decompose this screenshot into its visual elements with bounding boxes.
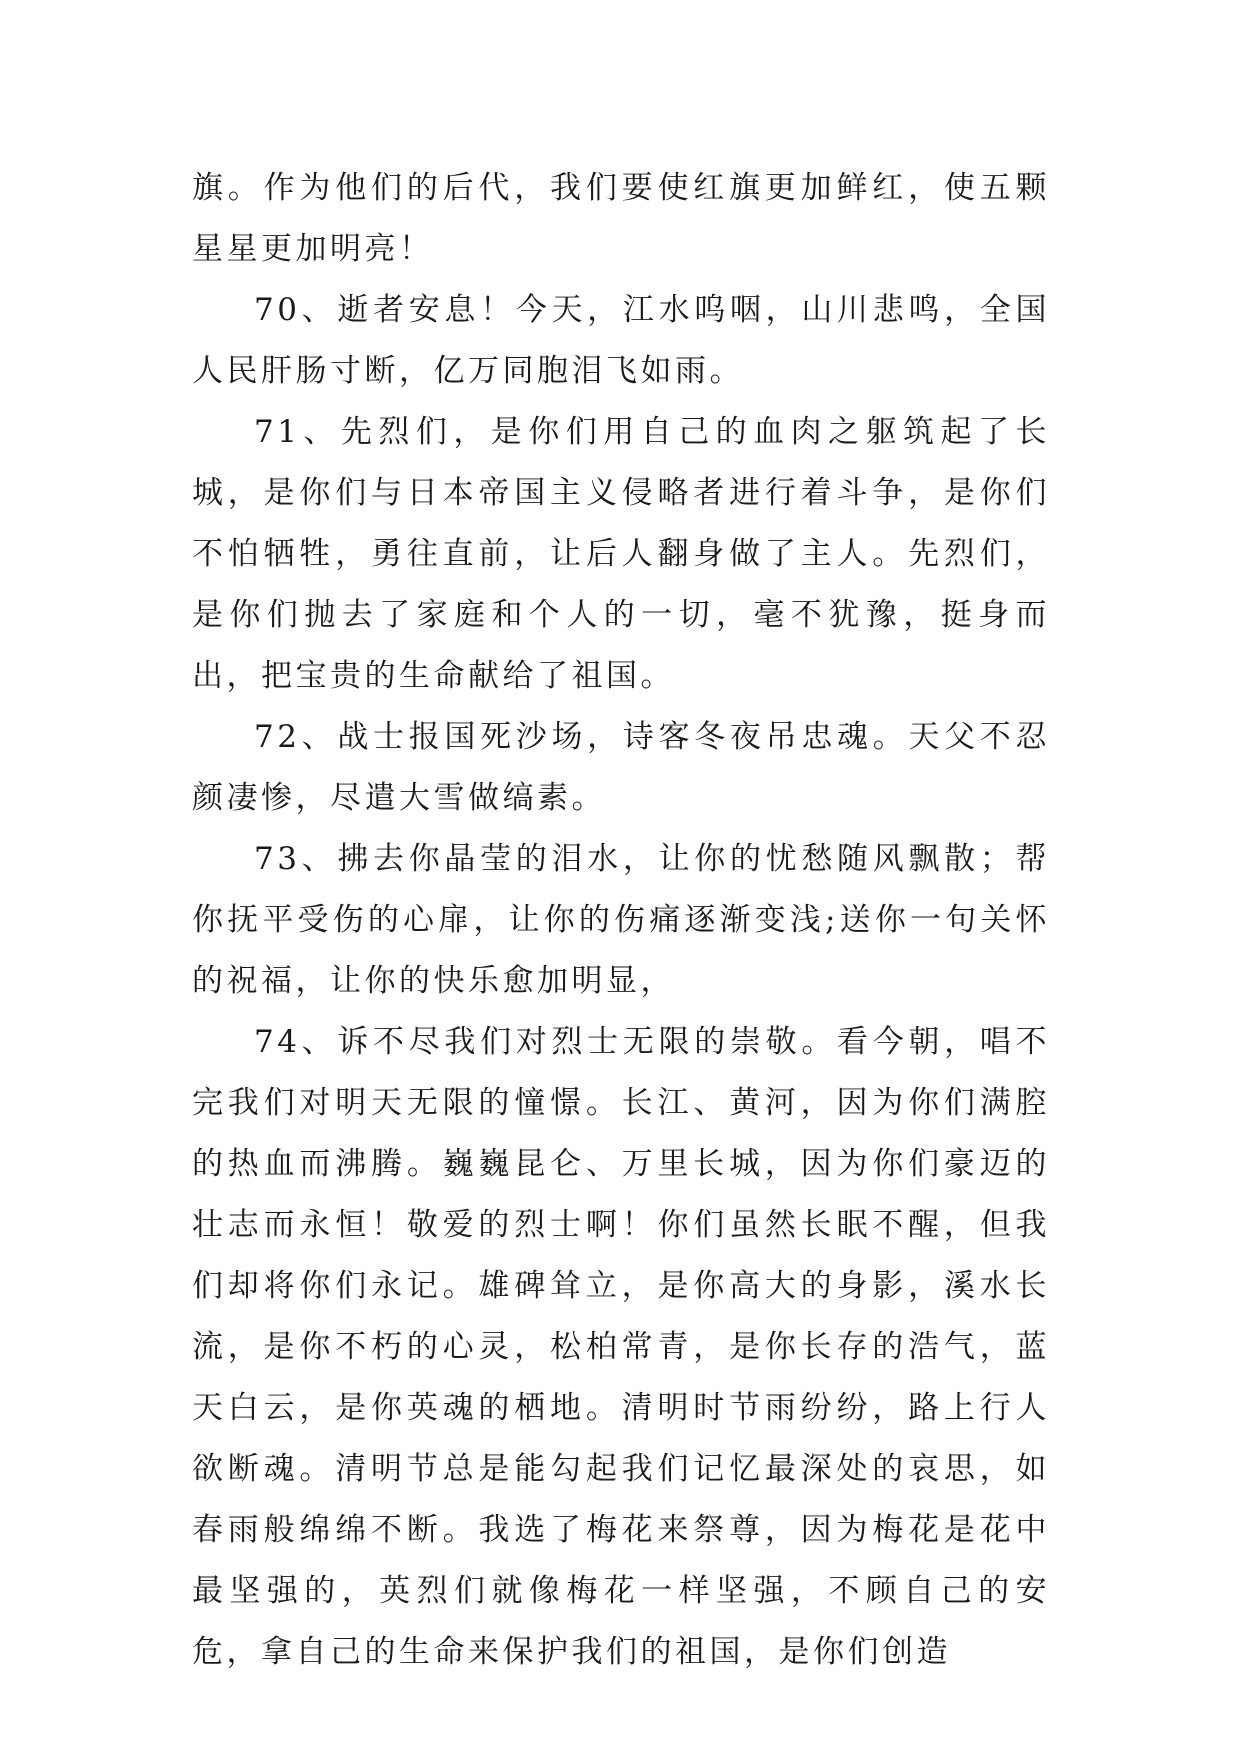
body-text bbox=[192, 158, 1050, 1683]
paragraph-72: 72、战士报国死沙场，诗客冬夜吊忠魂。天父不忍颜凄惨，尽遣大雪做缟素。 bbox=[192, 719, 1050, 816]
paragraph-continuation: 旗。作为他们的后代，我们要使红旗更加鲜红，使五颗星星更加明亮！ bbox=[192, 170, 1050, 267]
paragraph-71: 71、先烈们，是你们用自己的血肉之躯筑起了长城，是你们与日本帝国主义侵略者进行着斗争，是你们不怕牺牲，勇往直前，让后人翻身做了主人。先烈们，是你们抛去了家庭和个人的一切，毫不犹豫，挺身而出，把宝贵的生命献给了祖国。 bbox=[192, 414, 1050, 694]
paragraph-74: 74、诉不尽我们对烈士无限的崇敬。看今朝，唱不完我们对明天无限的憧憬。长江、黄河，因为你们满腔的热血而沸腾。巍巍昆仑、万里长城，因为你们豪迈的壮志而永恒！敬爱的烈士啊！你们虽然长眠不醒，但我们却将你们永记。雄碑耸立，是你高大的身影，溪水长流，是你不朽的心灵，松柏常青，是你长存的浩气，蓝天白云，是你英魂的栖地。清明时节雨纷纷，路上行人欲断魂。清明节总是能勾起我们记忆最深处的哀思，如春雨般绵绵不断。我选了梅花来祭尊，因为梅花是花中最坚强的，英烈们就像梅花一样坚强，不顾自己的安危，拿自己的生命来保护我们的祖国，是你们创造 bbox=[192, 1024, 1050, 1670]
paragraph-70: 70、逝者安息！今天，江水呜咽，山川悲鸣，全国人民肝肠寸断，亿万同胞泪飞如雨。 bbox=[192, 292, 1050, 389]
paragraph-73: 73、拂去你晶莹的泪水，让你的忧愁随风飘散；帮你抚平受伤的心扉，让你的伤痛逐渐变浅;送你一句关怀的祝福，让你的快乐愈加明显， bbox=[192, 841, 1050, 999]
